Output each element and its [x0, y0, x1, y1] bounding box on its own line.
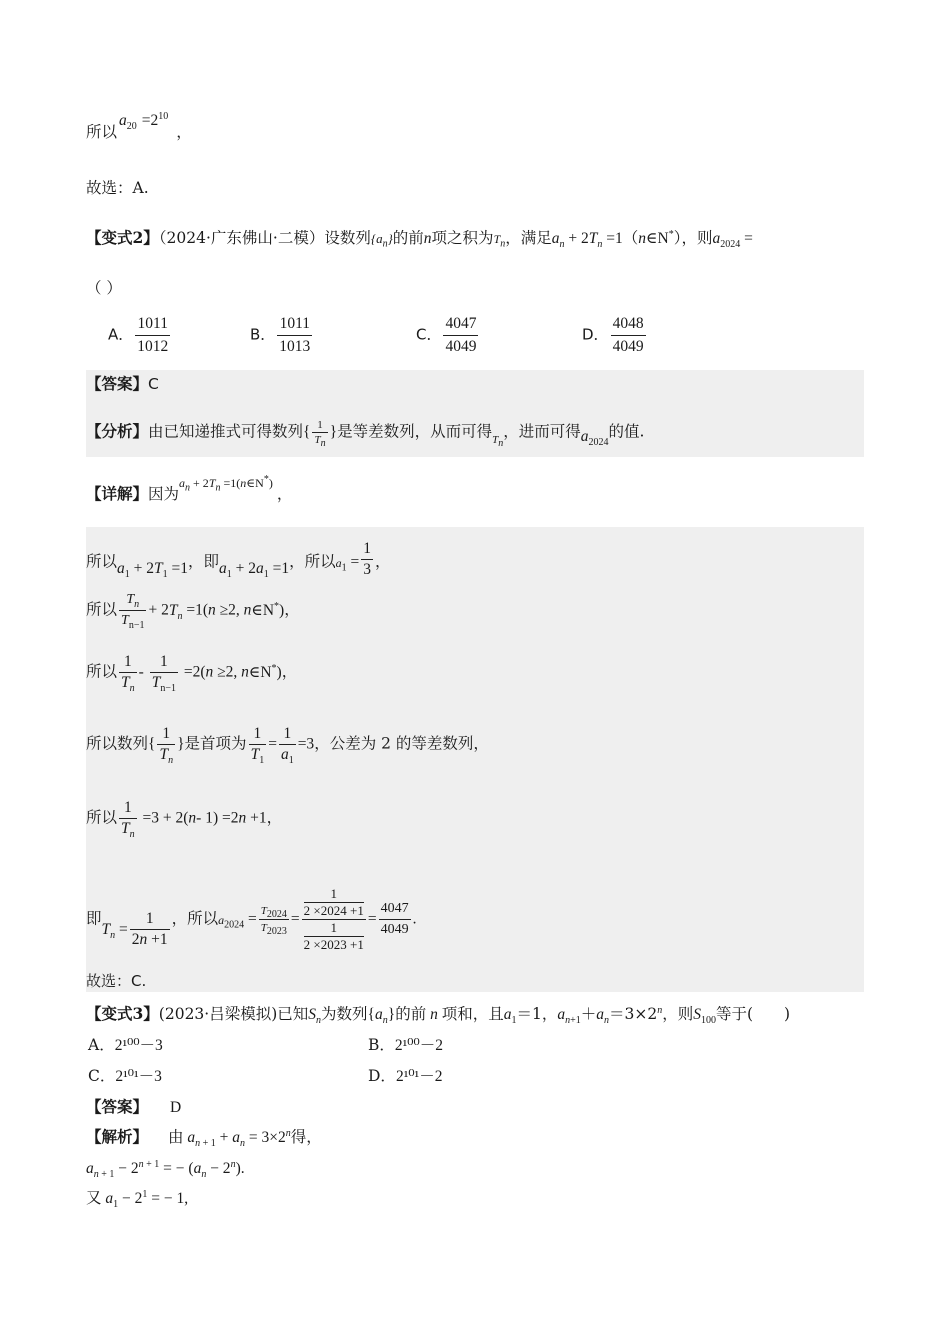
variant2-stem: 【变式2】（2024·广东佛山·二模）设数列$\{a_n\}$的前n项之积为$T_n$，满足$a_n + 2T_n$ =1（n∈N*），则$a_{2024}$ = [86, 228, 753, 251]
option-label: A． [88, 1036, 115, 1054]
option-label: B． [368, 1036, 395, 1054]
variant3-tag: 【变式3】 [86, 1004, 159, 1023]
step-1: 所以$a_1 + 2T_1 =1$，即$a_1 + 2a_1 =1$，所以$a_1$ = $\frac{1}{3}$ ， [86, 540, 391, 580]
option-den: 1012 [137, 338, 169, 355]
step-3: 所以 $\frac{1}{T_n}$ - $\frac{1}{T_{n-1}}$ =2(n ≥2, n∈N*)， [86, 653, 298, 695]
step-4: 所以数列{ $\frac{1}{T_n}$ }是首项为 $\frac{1}{T_1}$ = $\frac{1}{a_1}$ =3，公差为 2 的等差数列， [86, 725, 489, 767]
variant2-blank: （ ） [86, 279, 122, 297]
stem-text: ＝3×2 [609, 1005, 658, 1023]
jiexi-tag: 【解析】 [86, 1127, 149, 1146]
step-text: 所以 [86, 600, 118, 619]
option-text: 2¹⁰⁰－3 [114, 1037, 163, 1054]
step-text: 所以 [86, 552, 118, 571]
analysis-text: 由已知递推式可得数列 [148, 422, 304, 441]
stem-text: 项和，且 [441, 1005, 504, 1023]
option-text: 2¹⁰¹－3 [115, 1068, 162, 1085]
option-num: 4047 [443, 313, 478, 336]
jiexi-text: 由 [168, 1128, 184, 1146]
stem-text: ），则 [673, 229, 713, 247]
variant3-line2: $a_n$ $_{+ 1} - 2^{n + 1}$ = − $(a_n - 2^n)$. [86, 1158, 245, 1181]
option-num: 1011 [135, 313, 170, 336]
analysis-text: 的值. [608, 422, 645, 441]
stem-text: ，满足 [505, 229, 552, 247]
choose-c: 故选：C. [86, 972, 147, 990]
option-label: B． [250, 325, 276, 344]
step-text: 所以 [86, 808, 118, 827]
analysis-text: ，进而可得 [503, 422, 581, 441]
variant2-tag: 【变式2】 [86, 228, 159, 247]
step-text: ，即 [188, 552, 220, 571]
variant3-answer [86, 1097, 181, 1118]
variant2-detail: 【详解】因为$^{a_n + 2T_n =1(n\in N^*)}$， [86, 474, 293, 503]
step-2: 所以 $\frac{T_n}{T_{n-1}}$ + $2T_n =1(n \ge 2$, n∈N*)， [86, 592, 300, 631]
stem-text: 设数列 [324, 229, 371, 247]
step-text: 所以 [86, 662, 118, 681]
text-so: 所以 [86, 123, 118, 141]
option-b [250, 313, 314, 358]
stem-text: ，则 [662, 1005, 694, 1023]
option-num: 4048 [611, 313, 646, 336]
step-text: 是首项为 [184, 734, 247, 753]
stem-text: 的前 [395, 1005, 427, 1023]
line-a20: 所以$a_{20} =2^{10}$， [86, 110, 192, 141]
stem-text: 的前 [392, 229, 424, 247]
option-label: A． [108, 325, 134, 344]
stem-text: 项之积为 [431, 229, 494, 247]
variant2-analysis: 【分析】由已知递推式可得数列{ $\frac{1}{T_n}$ }是等差数列，从而可得$_{T_n}$，进而可得$a_{2024}$的值. [86, 419, 645, 450]
variant3-stem: 【变式3】(2023·吕梁模拟)已知$S_n$为数列$\{a_n\}$的前 n 项和，且$a_1=1$，$a_{n+1}+a_n=3\times 2^n$，则$S_{100}$等于( ) [86, 1004, 791, 1027]
answer-tag: 【答案】 [86, 1097, 149, 1116]
variant3-source: (2023·吕梁模拟) [158, 1005, 278, 1023]
option-a [108, 313, 172, 358]
option-d [582, 313, 648, 358]
step-text: ，所以 [171, 909, 219, 928]
option-label: C． [416, 325, 442, 344]
option-den: 4049 [612, 338, 644, 355]
variant3-jiexi: 【解析】 由 $a_n$ $_{+ 1} + a_n = 3\times 2^n$得， [86, 1127, 322, 1150]
stem-text: 为数列 [321, 1005, 368, 1023]
analysis-tag: 【分析】 [86, 421, 149, 441]
variant2-source: （2024·广东佛山·二模） [158, 229, 325, 247]
answer-tag: 【答案】 [86, 374, 149, 393]
option-label: C． [88, 1067, 116, 1085]
detail-tag: 【详解】 [86, 484, 149, 503]
step-text: 所以数列 [86, 734, 149, 753]
stem-text: 已知 [277, 1005, 309, 1023]
analysis-text: 是等差数列，从而可得 [337, 422, 493, 441]
stem-text: ＝1， [516, 1005, 558, 1023]
option-label: D． [582, 325, 609, 344]
answer-value: C [148, 375, 159, 393]
variant2-answer [86, 374, 159, 394]
answer-value: D [170, 1099, 182, 1116]
option-text: 2¹⁰⁰－2 [394, 1037, 443, 1054]
line3-text: 又 [86, 1189, 102, 1207]
option-c [416, 313, 480, 358]
variant3-option-d [368, 1066, 442, 1087]
option-den: 4049 [445, 338, 477, 355]
option-label: D． [368, 1067, 396, 1085]
step-text: ，公差为 2 的等差数列， [314, 734, 489, 753]
variant3-line3: 又 $a_1 - 2^1$ = − 1, [86, 1188, 189, 1211]
jiexi-text: 得， [290, 1128, 322, 1146]
option-text: 2¹⁰¹－2 [395, 1068, 443, 1085]
step-text: ，所以 [289, 552, 336, 571]
detail-text: 因为 [148, 485, 180, 503]
variant3-option-b [368, 1035, 443, 1056]
step-5: 所以 $\frac{1}{T_n}$ =3 + 2(n- 1) =2n +1， [86, 799, 283, 841]
step-text: 即 [86, 909, 102, 928]
stem-text: 等于( ) [716, 1005, 791, 1023]
variant3-option-c [88, 1066, 162, 1087]
variant3-option-a [88, 1035, 163, 1056]
option-den: 1013 [279, 338, 311, 355]
option-num: 1011 [277, 313, 312, 336]
choose-a: 故选：A. [86, 179, 149, 197]
step-6: 即$T_n$ = $\frac{1}{2n +1}$ ，所以$a_{2024}$ = $\frac{T_{2024}}{T_{2023}}$ = 1 2 ×2024 +1 1 2 ×2023 +1 = $\frac{4047}{4049}$ . [86, 886, 417, 952]
